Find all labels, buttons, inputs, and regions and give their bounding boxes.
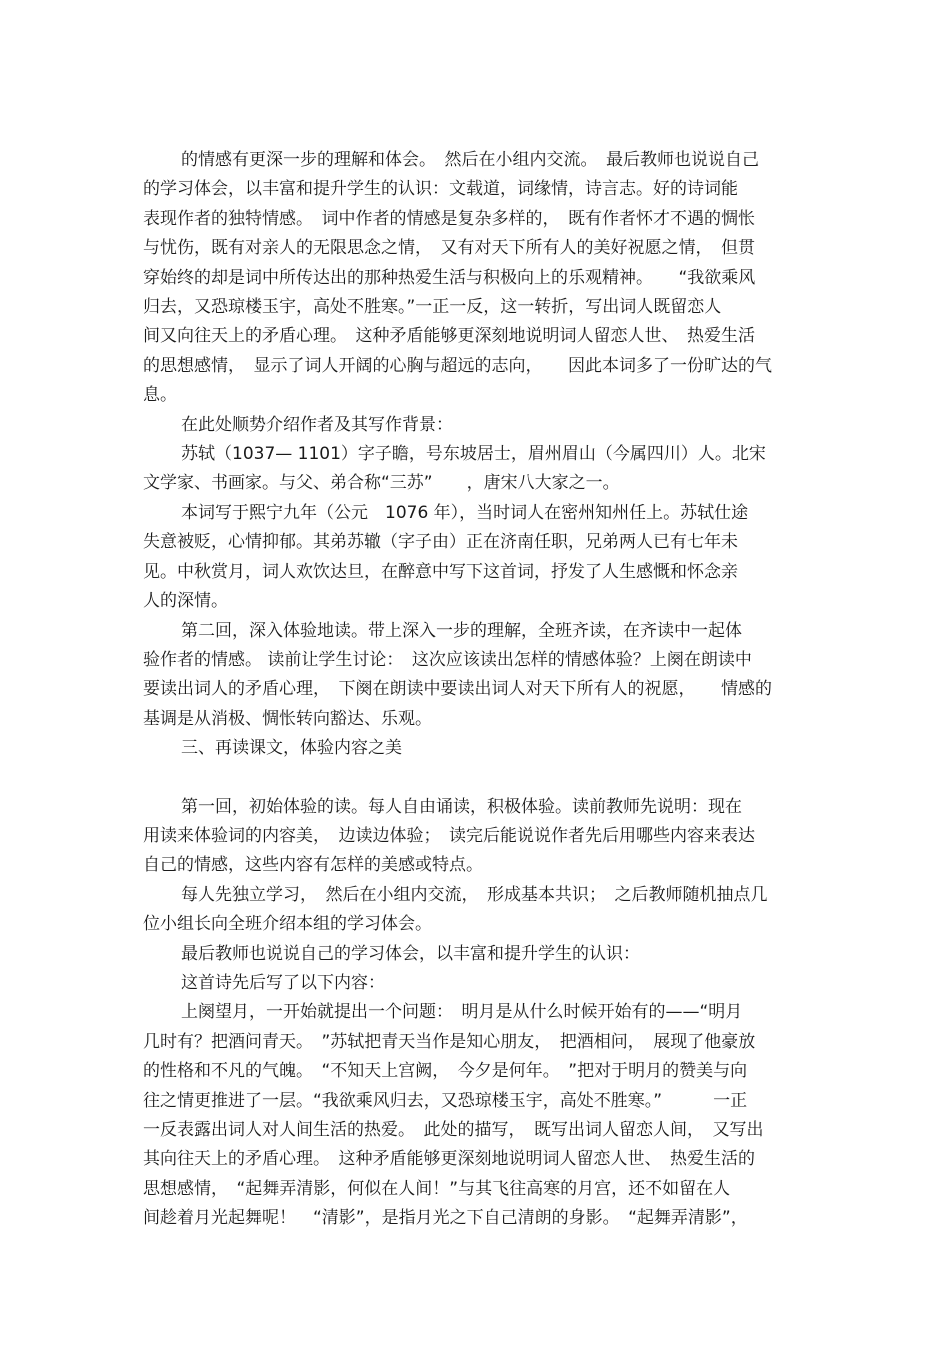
text-line: 的情感有更深一步的理解和体会。 然后在小组内交流。 最后教师也说说自己 <box>181 150 759 170</box>
text-line: 的性格和不凡的气魄。 “不知天上宫阙， 今夕是何年。 ”把对于明月的赞美与向 <box>143 1061 748 1082</box>
text-line: 本词写于熙宁九年（公元 1076 年），当时词人在密州知州任上。苏轼仕途 <box>181 502 749 523</box>
text-line: 苏轼（1037— 1101）字子瞻，号东坡居士，眉州眉山（今属四川）人。北宋 <box>181 444 766 465</box>
text-line: 这首诗先后写了以下内容： <box>181 972 385 993</box>
text-line: 要读出词人的矛盾心理， 下阕在朗读中要读出词人对天下所有人的祝愿， 情感的 <box>143 679 772 700</box>
text-line: 失意被贬，心情抑郁。其弟苏辙（字子由）正在济南任职，兄弟两人已有七年未 <box>143 532 738 553</box>
text-line: 位小组长向全班介绍本组的学习体会。 <box>143 914 432 935</box>
text-line: 第二回，深入体验地读。带上深入一步的理解，全班齐读，在齐读中一起体 <box>181 620 742 641</box>
text-line: 穿始终的却是词中所传达出的那种热爱生活与积极向上的乐观精神。 “我欲乘风 <box>143 267 756 288</box>
text-line: 第一回，初始体验的读。每人自由诵读，积极体验。读前教师先说明：现在 <box>181 796 742 817</box>
text-line: 用读来体验词的内容美， 边读边体验； 读完后能说说作者先后用哪些内容来表达 <box>143 825 755 846</box>
blank-line <box>143 764 808 793</box>
text-line: 的学习体会，以丰富和提升学生的认识：文载道，词缘情，诗言志。好的诗词能 <box>143 179 738 200</box>
text-line: 三、再读课文，体验内容之美 <box>181 738 402 759</box>
text-line: 自己的情感，这些内容有怎样的美感或特点。 <box>143 855 483 876</box>
text-line: 最后教师也说说自己的学习体会，以丰富和提升学生的认识： <box>181 943 640 964</box>
text-line: 人的深情。 <box>143 591 228 612</box>
document-body <box>143 146 808 1234</box>
text-line: 基调是从消极、惆怅转向豁达、乐观。 <box>143 708 432 729</box>
text-line: 几时有？把酒问青天。 ”苏轼把青天当作是知心朋友， 把酒相问， 展现了他豪放 <box>143 1031 756 1052</box>
text-line: 往之情更推进了一层。“我欲乘风归去，又恐琼楼玉宇，高处不胜寒。” 一正 <box>143 1090 748 1111</box>
text-line: 与忧伤，既有对亲人的无限思念之情， 又有对天下所有人的美好祝愿之情， 但贯 <box>143 238 755 259</box>
text-line: 文学家、书画家。与父、弟合称“三苏” ，唐宋八大家之一。 <box>143 473 620 494</box>
text-line: 见。中秋赏月，词人欢饮达旦，在醉意中写下这首词，抒发了人生感慨和怀念亲 <box>143 561 738 582</box>
text-line: 表现作者的独特情感。 词中作者的情感是复杂多样的， 既有作者怀才不遇的惆怅 <box>143 208 755 229</box>
text-line: 其向往天上的矛盾心理。 这种矛盾能够更深刻地说明词人留恋人世、 热爱生活的 <box>143 1149 755 1170</box>
text-line: 一反表露出词人对人间生活的热爱。 此处的描写， 既写出词人留恋人间， 又写出 <box>143 1120 764 1140</box>
text-line: 间趁着月光起舞呢！ “清影”，是指月光之下自己清朗的身影。 “起舞弄清影”， <box>143 1208 748 1229</box>
text-line: 间又向往天上的矛盾心理。 这种矛盾能够更深刻地说明词人留恋人世、 热爱生活 <box>143 326 755 347</box>
text-line: 息。 <box>143 385 177 406</box>
text-line: 的思想感情， 显示了词人开阔的心胸与超远的志向， 因此本词多了一份旷达的气 <box>143 355 772 376</box>
text-line: 在此处顺势介绍作者及其写作背景： <box>181 414 453 435</box>
text-line: 每人先独立学习， 然后在小组内交流， 形成基本共识； 之后教师随机抽点几 <box>181 884 768 905</box>
text-line: 上阕望月，一开始就提出一个问题： 明月是从什么时候开始有的——“明月 <box>181 1002 743 1023</box>
text-line: 验作者的情感。 读前让学生讨论： 这次应该读出怎样的情感体验？上阕在朗读中 <box>143 649 752 670</box>
text-line: 思想感情， “起舞弄清影，何似在人间！”与其飞往高寒的月宫，还不如留在人 <box>143 1178 731 1199</box>
text-line: 归去，又恐琼楼玉宇，高处不胜寒。”一正一反，这一转折，写出词人既留恋人 <box>143 297 722 318</box>
